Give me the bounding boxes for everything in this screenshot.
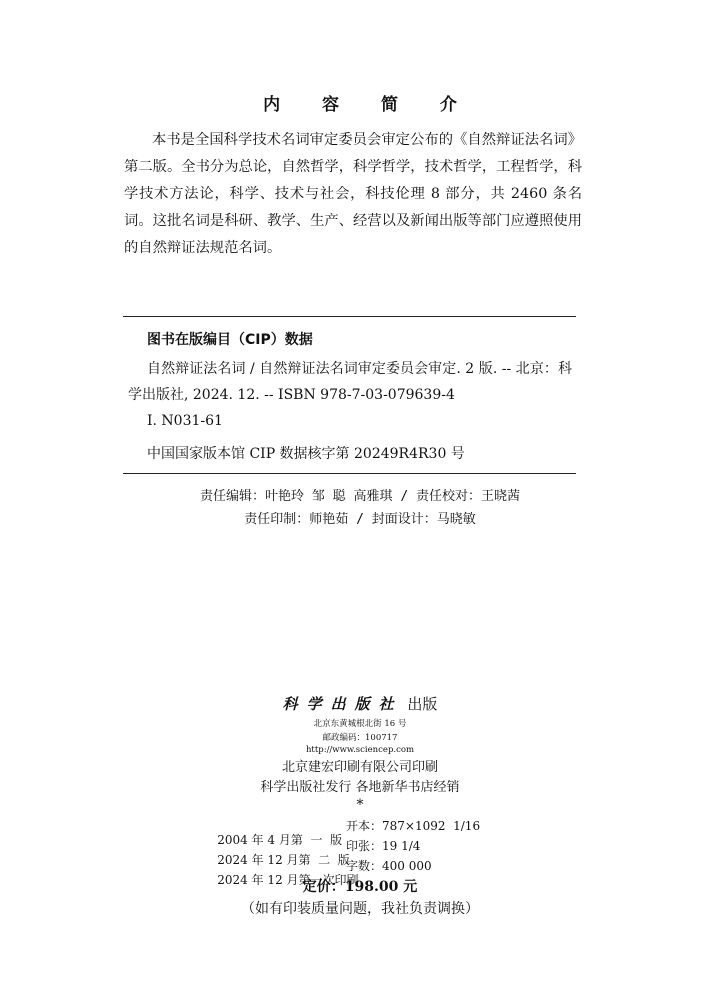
publisher-postcode: 邮政编码：100717 [322, 733, 398, 743]
publisher-address: 北京东黄城根北街 16 号 [313, 719, 407, 729]
edition-spec: 字数：400 000 [346, 859, 432, 873]
separator-star: * [356, 797, 364, 813]
distribution-line: 科学出版社发行 各地新华书店经销 [260, 780, 460, 795]
staff-line-production: 责任印制：师艳茹 / 封面设计：马晓敏 [244, 512, 476, 527]
edition-text: 2024 年 12 月第一次印刷 [217, 873, 359, 887]
divider-top [123, 316, 576, 317]
book-summary: 本书是全国科学技术名词审定委员会审定公布的《自然辩证法名词》第二版。全书分为总论，自然哲学，科学哲学，技术哲学，工程哲学，科学技术方法论，科学、技术与社会，科技伦理 8 部分，共 2460 条名词。这批名词是科研、教学、生产、经营以及新闻出版等部门应遵照使用的自然辩证法规范名词。 [124, 132, 582, 256]
printer-line: 北京建宏印刷有限公司印刷 [281, 760, 438, 775]
publisher-suffix: 出版 [407, 695, 438, 713]
cip-heading: 图书在版编目（CIP）数据 [147, 332, 313, 348]
cip-record-number: 中国国家版本馆 CIP 数据核字第 20249R4R30 号 [147, 446, 465, 462]
staff-line-editors: 责任编辑：叶艳玲 邹 聪 高雅琪 / 责任校对：王晓茜 [200, 489, 520, 504]
edition-spec: 开本：787×1092 1/16 [346, 819, 481, 833]
cip-entry: 自然辩证法名词 / 自然辩证法名词审定委员会审定. 2 版. -- 北京：科学出版社, 2024. 12. -- ISBN 978-7-03-079639-4 [128, 361, 572, 403]
divider-bottom [123, 473, 576, 474]
quality-notice: （如有印装质量问题，我社负责调换） [241, 901, 479, 917]
page-title: 内 容 简 介 [263, 95, 475, 115]
price: 定价：198.00 元 [302, 879, 418, 895]
edition-text: 2024 年 12 月第 二 版 [217, 853, 350, 867]
publisher-line [0, 693, 720, 714]
cip-classification: Ⅰ. N031-61 [147, 413, 223, 429]
edition-text: 2004 年 4 月第 一 版 [217, 833, 343, 847]
publisher-url: http://www.sciencep.com [305, 745, 415, 755]
edition-spec: 印张：19 1/4 [346, 839, 421, 853]
publisher-name: 科学出版社 [282, 695, 403, 713]
